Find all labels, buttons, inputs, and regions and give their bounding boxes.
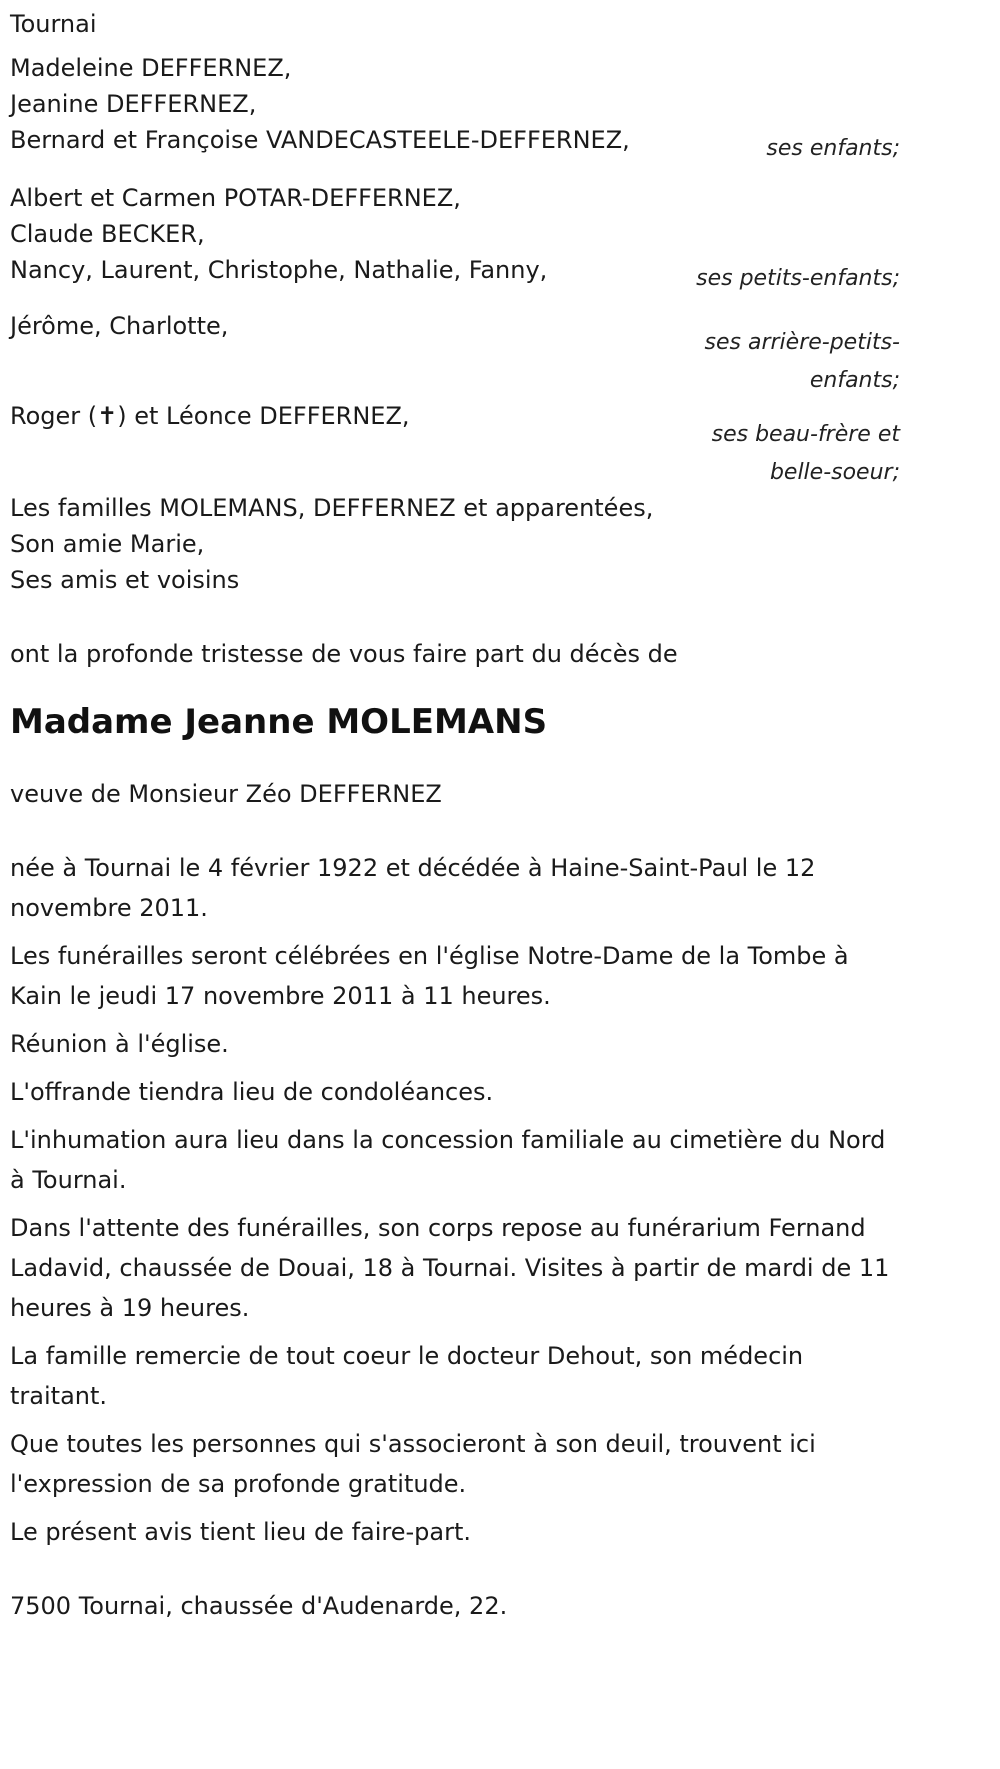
relation-label: ses arrière-petits-enfants; [704,330,900,393]
group-great-grandchildren [10,306,900,393]
address-text: 7500 Tournai, chaussée d'Audenarde, 22. [10,1592,508,1620]
detail-paragraph: Les funérailles seront célébrées en l'église Notre-Dame de la Tombe à Kain le jeudi 17 novembre 2011 à 11 heures. [10,942,849,1010]
families-block [10,488,900,600]
detail-paragraph: Dans l'attente des funérailles, son corps repose au funérarium Fernand Ladavid, chaussée de Douai, 18 à Tournai. Visites à partir de mardi de 11 heures à 19 heures. [10,1214,890,1322]
detail-paragraph: née à Tournai le 4 février 1922 et décédée à Haine-Saint-Paul le 12 novembre 2011. [10,854,816,922]
detail-paragraph: Le présent avis tient lieu de faire-part. [10,1518,472,1546]
family-line: Jeanine DEFFERNEZ, [10,90,257,118]
city-heading: Tournai [10,10,97,38]
detail-paragraph: L'offrande tiendra lieu de condoléances. [10,1078,494,1106]
family-line: Madeleine DEFFERNEZ, [10,54,292,82]
deceased-name: Madame Jeanne MOLEMANS [10,702,548,742]
family-line: Bernard et Françoise VANDECASTEELE-DEFFERNEZ, [10,126,630,154]
obituary-notice [0,4,900,1626]
widow-of-text: veuve de Monsieur Zéo DEFFERNEZ [10,780,442,808]
detail-paragraph: Que toutes les personnes qui s'associeront à son deuil, trouvent ici l'expression de sa profonde gratitude. [10,1430,816,1498]
family-line: Les familles MOLEMANS, DEFFERNEZ et apparentées, [10,494,654,522]
relation-label: ses enfants; [766,136,900,161]
relation-label: ses petits-enfants; [696,266,900,291]
detail-paragraph: L'inhumation aura lieu dans la concession familiale au cimetière du Nord à Tournai. [10,1126,886,1194]
family-line: Albert et Carmen POTAR-DEFFERNEZ, [10,184,461,212]
family-line: Roger (✝) et Léonce DEFFERNEZ, [10,402,410,430]
family-line: Claude BECKER, [10,220,205,248]
family-line: Jérôme, Charlotte, [10,312,229,340]
relation-label: ses beau-frère et belle-soeur; [711,422,900,485]
group-children [10,48,900,161]
group-in-laws [10,396,900,488]
detail-paragraph: Réunion à l'église. [10,1030,229,1058]
details-block [10,848,900,1552]
detail-paragraph: La famille remercie de tout coeur le docteur Dehout, son médecin traitant. [10,1342,804,1410]
family-line: Son amie Marie, [10,530,205,558]
family-line: Nancy, Laurent, Christophe, Nathalie, Fanny, [10,256,548,284]
group-grandchildren [10,178,900,291]
announcement-text: ont la profonde tristesse de vous faire part du décès de [10,640,678,668]
family-line: Ses amis et voisins [10,566,240,594]
